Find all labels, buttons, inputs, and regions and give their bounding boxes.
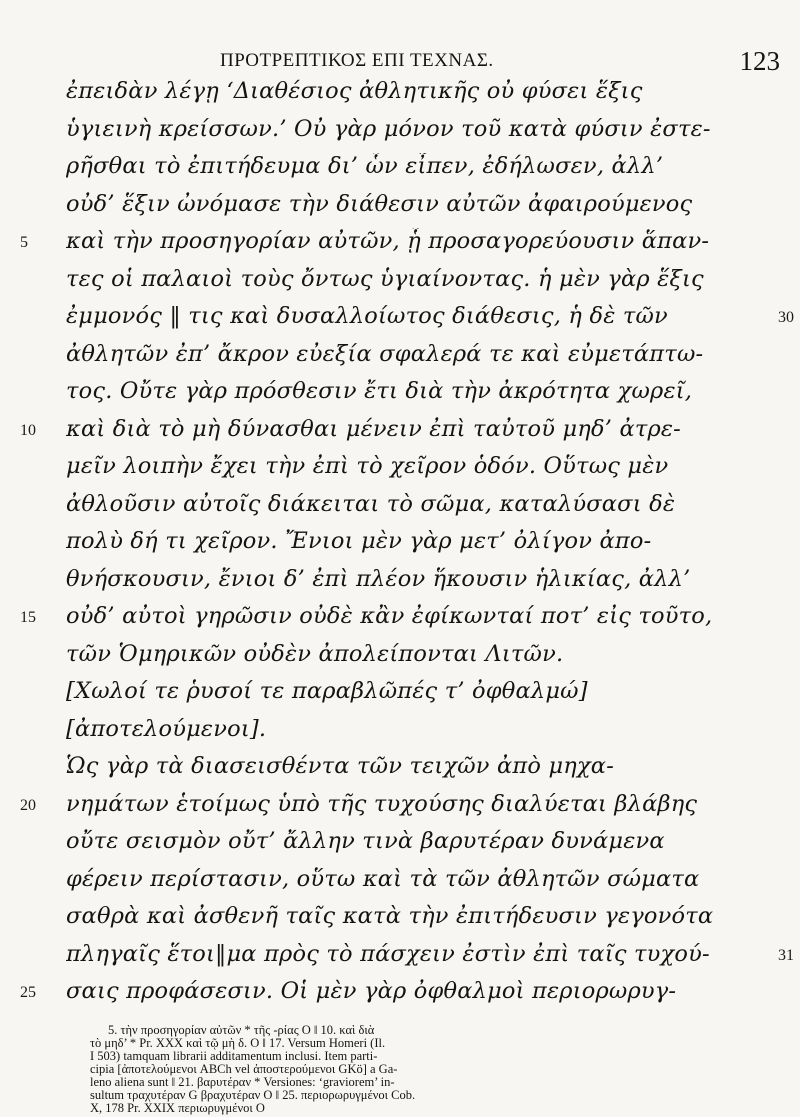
line-number: 20 [20,797,36,814]
line-text: Ὡς γὰρ τὰ διασεισθέντα τῶν τειχῶν ἀπὸ μηχα- [66,753,615,779]
footnote-line: 5. τὴν προσηγορίαν αὐτῶν * τῆς -ρίας O ‖ 10. καὶ διὰ [108,1024,375,1037]
line-text: πληγαῖς ἕτοι‖μα πρὸς τὸ πάσχειν ἐστὶν ἐπὶ ταῖς τυχού- [66,941,710,967]
line-number: 15 [20,609,36,626]
marginal-page-ref: 31 [778,947,794,964]
text-line [66,78,790,116]
footnote-line: sultum τραχυτέραν G βραχυτέραν O ‖ 25. περιορωρυγμένοι Cob. [90,1089,416,1102]
line-text: τῶν Ὁμηρικῶν οὐδὲν ἀπολείπονται Λιτῶν. [66,641,564,667]
page-number: 123 [739,46,780,76]
line-text: ἀθλοῦσιν αὐτοῖς διάκειται τὸ σῶμα, καταλύσασι δὲ [66,491,676,517]
text-line [66,978,790,1016]
line-text: πολὺ δή τι χεῖρον. Ἔνιοι μὲν γὰρ μετ’ ὀλίγον ἀπο- [66,528,652,554]
running-head: ΠΡΟΤΡΕΠΤΙΚΟΣ ΕΠΙ ΤΕΧΝΑΣ. [220,50,494,71]
text-line [66,791,790,829]
line-number: 25 [20,984,36,1001]
text-line [66,491,790,529]
line-text: καὶ τὴν προσηγορίαν αὐτῶν, ᾗ προσαγορεύουσιν ἅπαν- [66,228,710,254]
line-text: νημάτων ἑτοίμως ὑπὸ τῆς τυχούσης διαλύεται βλάβης [66,791,698,817]
line-text: θνήσκουσιν, ἔνιοι δ’ ἐπὶ πλέον ἥκουσιν ἡλικίας, ἀλλ’ [66,566,691,592]
text-line [66,678,790,716]
text-line [66,903,790,941]
text-line [66,753,790,791]
line-text: [ἀποτελούμενοι]. [66,716,267,742]
text-line [66,303,790,341]
line-text: ἀθλητῶν ἐπ’ ἄκρον εὐεξία σφαλερά τε καὶ εὐμετάπτω- [66,341,704,367]
line-text: μεῖν λοιπὴν ἔχει τὴν ἐπὶ τὸ χεῖρον ὁδόν. Οὕτως μὲν [66,453,669,479]
text-line [66,566,790,604]
line-text: σαθρὰ καὶ ἀσθενῆ ταῖς κατὰ τὴν ἐπιτήδευσιν γεγονότα [66,903,714,929]
text-line [66,416,790,454]
line-text: καὶ διὰ τὸ μὴ δύνασθαι μένειν ἐπὶ ταὐτοῦ μηδ’ ἀτρε- [66,416,681,442]
text-line [66,866,790,904]
line-text: ὑγιεινὴ κρείσσων.’ Οὐ γὰρ μόνον τοῦ κατὰ φύσιν ἐστε- [66,116,711,142]
text-line [66,341,790,379]
text-line [66,228,790,266]
line-text: ἐμμονός ‖ τις καὶ δυσαλλοίωτος διάθεσις, ἡ δὲ τῶν [66,303,668,329]
text-line [66,828,790,866]
footnote-line: cipia [ἀποτελούμενοι ABCh vel ἀποστερούμενοι GKö] a Ga- [90,1063,398,1076]
text-line [66,116,790,154]
text-line [66,941,790,979]
footnote-line: leno aliena sunt ‖ 21. βαρυτέραν * Versiones: ‘graviorem’ in- [90,1076,395,1089]
text-line [66,453,790,491]
footnote-line: τὸ μηδ’ * Pr. XXX καὶ τῷ μὴ δ. O ‖ 17. Versum Homeri (Il. [90,1037,386,1050]
line-text: οὔτε σεισμὸν οὔτ’ ἄλλην τινὰ βαρυτέραν δυνάμενα [66,828,665,854]
text-line [66,191,790,229]
line-text: οὐδ’ ἕξιν ὠνόμασε τὴν διάθεσιν αὐτῶν ἀφαιρούμενος [66,191,693,217]
text-line [66,378,790,416]
marginal-page-ref: 30 [778,309,794,326]
text-line [66,153,790,191]
line-text: τος. Οὔτε γὰρ πρόσθεσιν ἔτι διὰ τὴν ἀκρότητα χωρεῖ, [66,378,693,404]
line-text: ἐπειδὰν λέγῃ ‘Διαθέσιος ἀθλητικῆς οὐ φύσει ἕξις [66,78,643,104]
line-text: τες οἱ παλαιοὶ τοὺς ὄντως ὑγιαίνοντας. ἡ μὲν γὰρ ἕξις [66,266,704,292]
line-text: ρῆσθαι τὸ ἐπιτήδευμα δι’ ὧν εἶπεν, ἐδήλωσεν, ἀλλ’ [66,153,664,179]
text-line [66,266,790,304]
text-line [66,716,790,754]
line-text: οὐδ’ αὐτοὶ γηρῶσιν οὐδὲ κἂν ἐφίκωνταί ποτ’ εἰς τοῦτο, [66,603,713,629]
text-line [66,641,790,679]
line-text: [Χωλοί τε ῥυσοί τε παραβλῶπές τ’ ὀφθαλμώ] [66,678,588,704]
text-line [66,603,790,641]
line-text: φέρειν περίστασιν, οὕτω καὶ τὰ τῶν ἀθλητῶν σώματα [66,866,700,892]
text-line [66,528,790,566]
line-number: 10 [20,422,36,439]
line-number: 5 [20,234,28,251]
footnote-line: I 503) tamquam librarii additamentum inclusi. Item parti- [90,1050,378,1063]
line-text: σαις προφάσεσιν. Οἱ μὲν γὰρ ὀφθαλμοὶ περιορωρυγ- [66,978,677,1004]
footnote-line: X, 178 Pr. XXIX περιωρυγμένοι O [90,1102,265,1115]
